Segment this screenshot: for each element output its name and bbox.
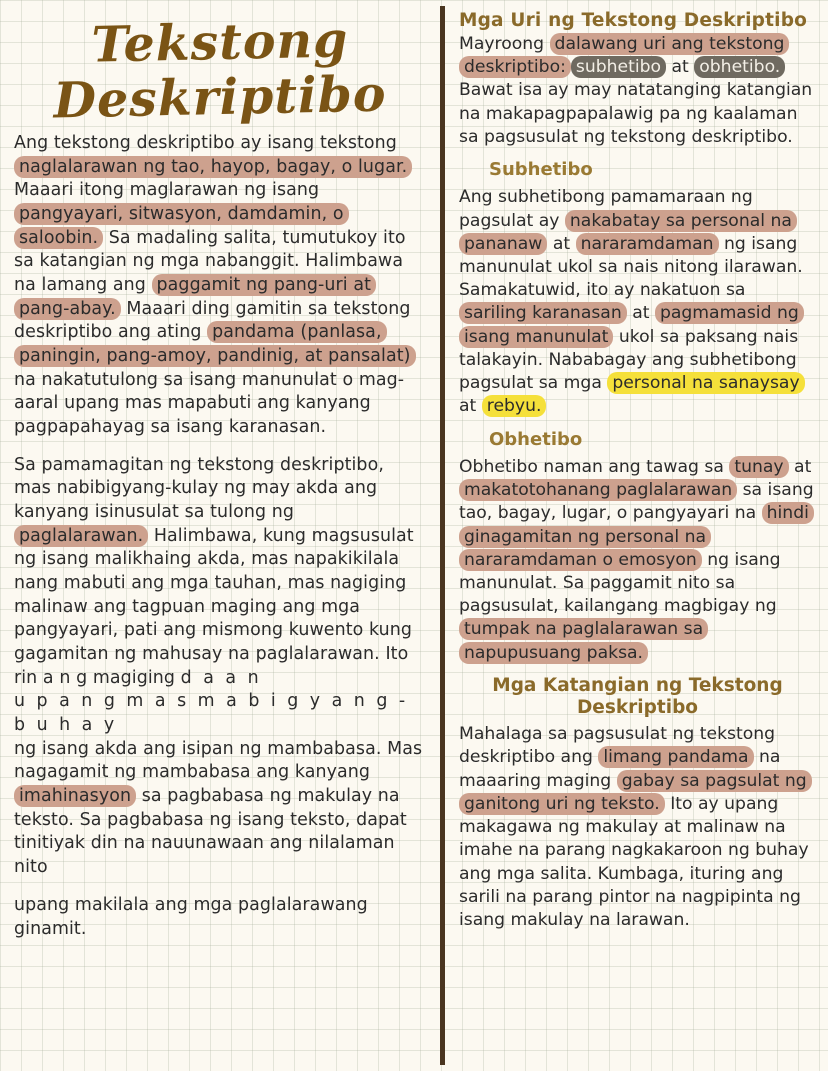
text-seg: ng isang manunulat. Sa paggamit nito sa pagsusulat, kailangang magbigay ng: [459, 549, 781, 617]
highlight-yellow: rebyu.: [482, 395, 547, 417]
heading-subhetibo: Subhetibo: [489, 159, 593, 181]
heading-katangian-line-2: Deskriptibo: [576, 697, 699, 719]
text-seg: Ang tekstong deskriptibo ay isang tekstong: [14, 133, 397, 153]
paragraph-obhetibo: [459, 456, 816, 665]
text-seg: at: [459, 396, 482, 417]
highlight-rose: nararamdaman: [576, 233, 719, 255]
text-seg: Obhetibo naman ang tawag sa: [459, 456, 730, 477]
highlight-gray: obhetibo.: [694, 56, 785, 78]
paragraph-benefits: [14, 454, 426, 880]
paragraph-uri: [459, 33, 816, 149]
heading-katangian: [459, 675, 816, 719]
highlight-rose: pagmamasid ng isang manunulat: [459, 302, 804, 347]
text-seg: Ito ay upang makagawa ng makulay at malinaw na imahe na parang nagkakaroon ng buhay ang mga salita. Kumbaga, ituring ang sarili na parang pintor na nagpipinta ng isang makulay na larawan.: [459, 793, 809, 930]
highlight-rose: paglalarawan.: [14, 525, 148, 547]
right-body-text: [459, 33, 816, 932]
highlight-rose: sariling karanasan: [459, 302, 627, 324]
highlight-rose: pangyayari, sitwasyon, damdamin, o saloobin.: [14, 203, 349, 249]
highlight-rose: gabay sa pagsulat ng ganitong uri ng teksto.: [459, 770, 812, 815]
text-seg: at: [666, 57, 695, 78]
text-seg: Sa madaling salita, tumutukoy ito sa katangian ng mga nabanggit. Halimbawa na lamang ang: [14, 227, 406, 296]
text-seg: Maaari itong maglarawan ng isang: [14, 180, 320, 201]
text-seg: at: [547, 233, 576, 254]
highlight-gray: subhetibo: [571, 56, 666, 78]
text-seg: Mahalaga sa pagsusulat ng tekstong deskriptibo ang: [459, 724, 776, 768]
text-seg: Sa pamamagitan ng tekstong deskriptibo, mas nabibigyang-kulay ng may akda ang kanyang isinusulat sa tulong ng: [14, 454, 384, 523]
title-line-2: Deskriptibo: [52, 64, 388, 130]
text-seg: ng isang manunulat ukol sa nais nitong ilarawan. Samakatuwid, ito ay nakatuon sa: [459, 233, 803, 301]
text-seg: na nakatutulong sa isang manunulat o mag-aaral upang mas mapabuti ang kanyang pagpapahayag sa isang karanasan.: [14, 369, 405, 438]
text-seg: Mayroong: [459, 34, 550, 54]
paragraph-closing: upang makilala ang mga paglalarawang ginamit.: [14, 894, 368, 939]
highlight-rose: hindi ginagamitan ng personal na nararamdaman o emosyon: [459, 502, 814, 570]
paragraph-subhetibo: [459, 186, 816, 418]
text-seg: ukol sa paksang nais talakayin. Nababagay ang subhetibong pagsulat sa mga: [459, 326, 799, 394]
text-seg: sa pagbabasa ng makulay na teksto. Sa pagbabasa ng isang teksto, dapat tinitiyak din na nauunawaan ang nilalaman nito: [14, 786, 407, 878]
paragraph-intro: [14, 132, 426, 440]
highlight-rose: pandama (panlasa, paningin, pang-amoy, pandinig, at pansalat): [14, 321, 416, 367]
highlight-rose: dalawang uri ang tekstong deskriptibo:: [459, 33, 789, 78]
right-column: [445, 0, 828, 1071]
title-line-1: Tekstong: [91, 10, 349, 74]
highlight-rose: tunay: [729, 456, 788, 478]
text-seg: at: [626, 303, 655, 324]
heading-obhetibo: Obhetibo: [489, 428, 583, 450]
page-title: [14, 10, 426, 130]
text-seg: na maaaring maging: [459, 747, 781, 791]
highlight-rose: nakabatay sa personal na pananaw: [459, 210, 797, 255]
highlight-rose: imahinasyon: [14, 785, 136, 807]
spaced-text: u p a n g m a s m a b i g y a n g - b u h a y: [14, 691, 409, 736]
highlight-rose: naglalarawan ng tao, hayop, bagay, o lugar.: [14, 156, 412, 178]
text-seg: ng isang akda ang isipan ng mambabasa. Mas nagagamit ng mambabasa ang kanyang: [14, 738, 423, 783]
highlight-rose: limang pandama: [598, 746, 753, 768]
highlight-rose: tumpak na paglalarawan sa napupusuang paksa.: [459, 618, 708, 663]
highlight-rose: paggamit ng pang-uri at pang-abay.: [14, 274, 376, 320]
spaced-text: d a a n: [180, 667, 262, 688]
text-seg: Bawat isa ay may natatanging katangian na makapagpapalawig pa ng kaalaman sa pagsusulat ng tekstong deskriptibo.: [459, 80, 813, 147]
heading-katangian-line-1: Mga Katangian ng Tekstong: [492, 674, 783, 696]
highlight-yellow: personal na sanaysay: [607, 372, 804, 394]
text-seg: at: [788, 456, 812, 477]
text-seg: sa isang tao, bagay, lugar, o pangyayari na: [459, 480, 814, 524]
text-seg: Halimbawa, kung magsusulat ng isang malikhaing akda, mas napakikilala nang mabuti ang mga tauhan, mas nagiging malinaw ang tagpuan maging ang mga pangyayari, pati ang mismong kuwento kung gagamitan ng mahusay na paglalarawan. Ito rin a n g magiging: [14, 525, 414, 688]
text-seg: Maaari ding gamitin sa tekstong deskriptibo ang ating: [14, 298, 411, 343]
paragraph-katangian: [459, 723, 816, 932]
heading-mga-uri: Mga Uri ng Tekstong Deskriptibo: [459, 10, 808, 31]
left-body-text: [14, 132, 426, 941]
highlight-rose: makatotohanang paglalarawan: [459, 479, 737, 501]
text-seg: Ang subhetibong pamamaraan ng pagsulat ay: [459, 187, 753, 231]
